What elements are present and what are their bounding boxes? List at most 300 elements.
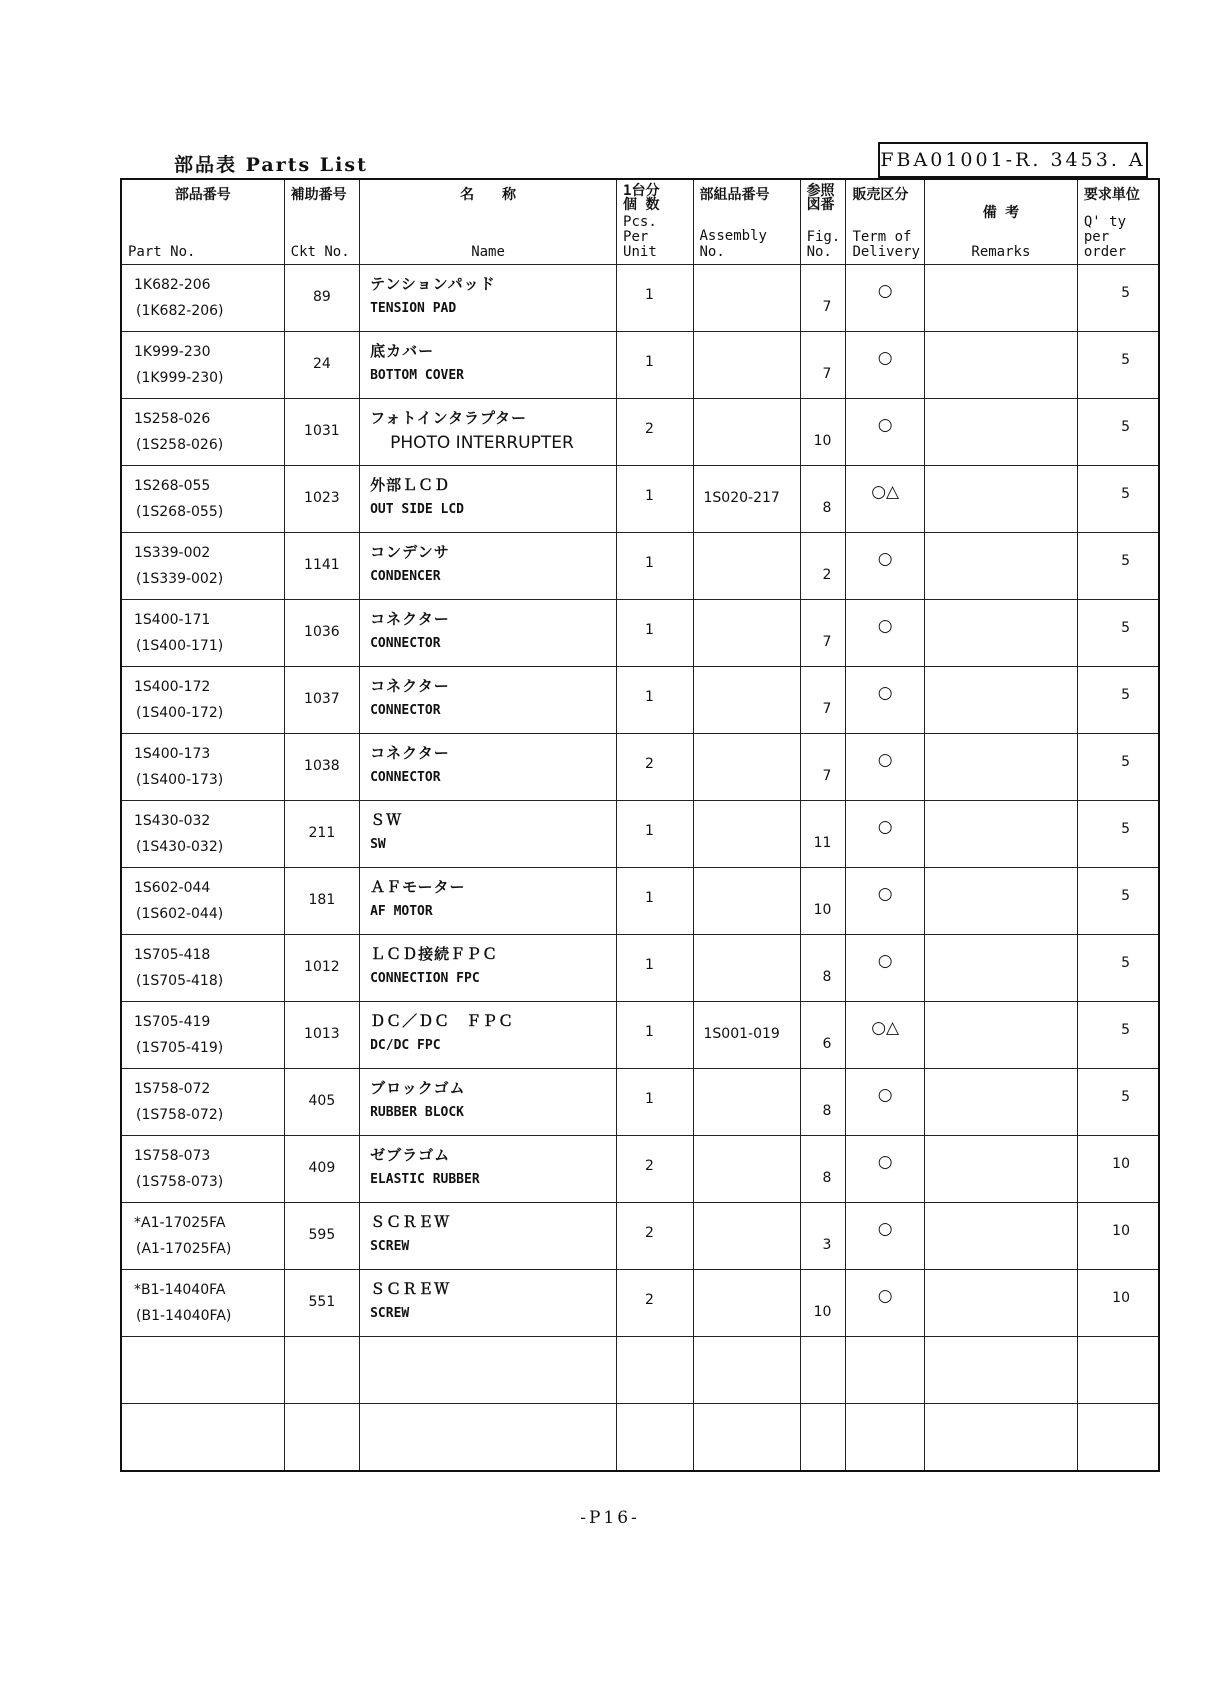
fig-number: 8	[822, 1103, 832, 1119]
empty-row	[121, 1404, 1159, 1472]
name-jp: ＤＣ／ＤＣ ＦＰＣ	[370, 1012, 515, 1030]
qty-cell	[1077, 466, 1159, 533]
fig-cell	[800, 533, 846, 600]
remarks-cell	[924, 466, 1077, 533]
name-cell	[360, 868, 617, 935]
delivery-cell	[846, 1270, 925, 1337]
ckt-no-cell	[284, 600, 359, 667]
remarks-cell	[924, 801, 1077, 868]
name-jp: ＡＦモーター	[370, 878, 466, 896]
assembly-cell	[693, 801, 800, 868]
part-number-alt: (1S705-418)	[136, 973, 224, 989]
fig-cell	[800, 734, 846, 801]
qty-per-order: 5	[1121, 1089, 1130, 1105]
delivery-cell	[846, 1069, 925, 1136]
ckt-number: 1037	[304, 691, 340, 707]
delivery-cell	[846, 667, 925, 734]
pcs-cell	[617, 734, 693, 801]
ckt-no-cell	[284, 265, 359, 332]
ckt-number: 1038	[304, 758, 340, 774]
col-label-en: Assembly No.	[699, 228, 767, 260]
empty-cell	[121, 1404, 284, 1472]
qty-cell	[1077, 667, 1159, 734]
parts-table-body	[121, 265, 1159, 1472]
col-assembly-no	[693, 179, 800, 265]
part-number-alt: (1S400-172)	[136, 705, 224, 721]
name-en: OUT SIDE LCD	[370, 502, 465, 517]
pcs-per-unit: 1	[645, 488, 654, 504]
qty-cell	[1077, 868, 1159, 935]
fig-cell	[800, 332, 846, 399]
header-row	[121, 179, 1159, 265]
name-jp: フォトインタラプター	[370, 409, 527, 427]
pcs-per-unit: 1	[645, 1024, 654, 1040]
delivery-cell	[846, 265, 925, 332]
name-en: TENSION PAD	[370, 301, 457, 316]
part-no-cell	[121, 1002, 284, 1069]
empty-cell	[924, 1337, 1077, 1404]
name-en: CONNECTOR	[370, 770, 441, 785]
delivery-mark: ○	[877, 750, 893, 770]
name-cell	[360, 801, 617, 868]
part-number-alt: (1S400-171)	[136, 638, 224, 654]
part-number: 1S705-419	[134, 1014, 211, 1030]
col-label-en: Part No.	[128, 244, 196, 260]
delivery-mark: ○	[877, 549, 893, 569]
fig-cell	[800, 801, 846, 868]
table-row	[121, 466, 1159, 533]
qty-cell	[1077, 935, 1159, 1002]
delivery-mark: ○	[877, 1219, 893, 1239]
pcs-per-unit: 1	[645, 622, 654, 638]
fig-cell	[800, 1270, 846, 1337]
ckt-no-cell	[284, 332, 359, 399]
part-number: 1S705-418	[134, 947, 211, 963]
fig-number: 7	[822, 299, 832, 315]
name-en: CONDENCER	[370, 569, 441, 584]
pcs-cell	[617, 667, 693, 734]
ckt-no-cell	[284, 533, 359, 600]
remarks-cell	[924, 734, 1077, 801]
qty-per-order: 10	[1112, 1290, 1130, 1306]
table-row	[121, 1270, 1159, 1337]
delivery-mark: ○△	[871, 482, 900, 502]
assembly-cell	[693, 265, 800, 332]
fig-number: 11	[813, 835, 832, 851]
part-no-cell	[121, 533, 284, 600]
fig-cell	[800, 868, 846, 935]
remarks-cell	[924, 265, 1077, 332]
ckt-number: 1036	[304, 624, 340, 640]
empty-cell	[846, 1404, 925, 1472]
ckt-number: 595	[308, 1227, 336, 1243]
pcs-per-unit: 1	[645, 689, 654, 705]
document-number: FBA01001-R. 3453. A	[878, 142, 1148, 178]
col-name	[360, 179, 617, 265]
name-cell	[360, 1270, 617, 1337]
ckt-no-cell	[284, 1002, 359, 1069]
name-en: BOTTOM COVER	[370, 368, 465, 383]
part-number-alt: (1S258-026)	[136, 437, 224, 453]
col-label-jp: 参照 図番	[806, 183, 835, 213]
delivery-mark: ○	[877, 884, 893, 904]
fig-cell	[800, 1136, 846, 1203]
assembly-cell	[693, 868, 800, 935]
pcs-per-unit: 1	[645, 890, 654, 906]
pcs-per-unit: 2	[645, 421, 654, 437]
remarks-cell	[924, 1002, 1077, 1069]
name-jp: コンデンサ	[370, 543, 450, 561]
part-no-cell	[121, 1203, 284, 1270]
pcs-per-unit: 1	[645, 957, 654, 973]
qty-cell	[1077, 1203, 1159, 1270]
col-label-en: Term of Delivery	[852, 229, 920, 260]
fig-number: 7	[822, 634, 832, 650]
qty-per-order: 5	[1121, 955, 1130, 971]
qty-per-order: 5	[1121, 687, 1130, 703]
qty-per-order: 5	[1121, 1022, 1130, 1038]
ckt-number: 1141	[304, 557, 340, 573]
fig-number: 10	[813, 1304, 832, 1320]
ckt-no-cell	[284, 1270, 359, 1337]
delivery-mark: ○△	[871, 1018, 900, 1038]
table-row	[121, 935, 1159, 1002]
name-jp: ＳＣＲＥＷ	[370, 1280, 451, 1298]
part-number-alt: (1S758-073)	[136, 1174, 224, 1190]
fig-number: 8	[822, 1170, 832, 1186]
table-row	[121, 801, 1159, 868]
name-jp: ＬＣＤ接続ＦＰＣ	[370, 945, 499, 963]
part-number: *A1-17025FA	[134, 1215, 226, 1231]
part-no-cell	[121, 801, 284, 868]
col-ckt-no	[284, 179, 359, 265]
col-label-en: Fig. No.	[806, 229, 841, 260]
empty-cell	[924, 1404, 1077, 1472]
pcs-per-unit: 1	[645, 287, 654, 303]
pcs-cell	[617, 265, 693, 332]
delivery-mark: ○	[877, 1085, 893, 1105]
ckt-number: 1031	[304, 423, 340, 439]
ckt-number: 24	[312, 356, 331, 372]
ckt-number: 211	[308, 825, 336, 841]
col-term-of-delivery	[846, 179, 925, 265]
col-remarks	[924, 179, 1077, 265]
name-jp: ゼブラゴム	[370, 1146, 451, 1164]
fig-number: 6	[822, 1036, 832, 1052]
qty-cell	[1077, 1136, 1159, 1203]
qty-per-order: 5	[1121, 419, 1130, 435]
part-no-cell	[121, 734, 284, 801]
pcs-cell	[617, 1002, 693, 1069]
delivery-cell	[846, 1002, 925, 1069]
col-qty-per-order	[1077, 179, 1159, 265]
pcs-cell	[617, 533, 693, 600]
delivery-cell	[846, 868, 925, 935]
part-number-alt: (1S758-072)	[136, 1107, 224, 1123]
empty-cell	[846, 1337, 925, 1404]
col-label-en: Remarks	[971, 244, 1031, 260]
empty-cell	[693, 1337, 800, 1404]
remarks-cell	[924, 399, 1077, 466]
part-no-cell	[121, 399, 284, 466]
table-row	[121, 667, 1159, 734]
ckt-no-cell	[284, 1203, 359, 1270]
delivery-cell	[846, 332, 925, 399]
assembly-cell	[693, 332, 800, 399]
fig-number: 7	[822, 701, 832, 717]
qty-per-order: 5	[1121, 821, 1130, 837]
qty-cell	[1077, 332, 1159, 399]
name-cell	[360, 265, 617, 332]
remarks-cell	[924, 667, 1077, 734]
col-label-jp: 名 称	[460, 187, 517, 203]
name-cell	[360, 332, 617, 399]
pcs-cell	[617, 801, 693, 868]
part-number: 1S258-026	[134, 411, 211, 427]
part-no-cell	[121, 466, 284, 533]
empty-cell	[617, 1404, 693, 1472]
assembly-number: 1S020-217	[703, 490, 780, 506]
fig-number: 7	[822, 366, 832, 382]
name-en: CONNECTION FPC	[370, 971, 480, 986]
col-label-jp: 部品番号	[174, 187, 231, 203]
col-label-jp: 補助番号	[290, 187, 347, 203]
empty-cell	[360, 1337, 617, 1404]
ckt-number: 1012	[304, 959, 340, 975]
fig-number: 8	[822, 969, 832, 985]
col-label-jp: 部組品番号	[699, 187, 770, 203]
assembly-cell	[693, 1203, 800, 1270]
ckt-no-cell	[284, 734, 359, 801]
remarks-cell	[924, 935, 1077, 1002]
name-en: RUBBER BLOCK	[370, 1105, 465, 1120]
empty-row	[121, 1337, 1159, 1404]
name-en: PHOTO INTERRUPTER	[390, 433, 574, 453]
qty-cell	[1077, 265, 1159, 332]
qty-cell	[1077, 734, 1159, 801]
name-en: ELASTIC RUBBER	[370, 1172, 480, 1187]
name-cell	[360, 935, 617, 1002]
fig-number: 7	[822, 768, 832, 784]
name-cell	[360, 1136, 617, 1203]
part-number-alt: (1S268-055)	[136, 504, 224, 520]
assembly-cell	[693, 1069, 800, 1136]
col-part-no	[121, 179, 284, 265]
pcs-per-unit: 1	[645, 1091, 654, 1107]
delivery-mark: ○	[877, 1152, 893, 1172]
pcs-cell	[617, 935, 693, 1002]
part-number: 1S430-032	[134, 813, 211, 829]
qty-cell	[1077, 600, 1159, 667]
part-no-cell	[121, 1069, 284, 1136]
pcs-cell	[617, 466, 693, 533]
assembly-cell	[693, 667, 800, 734]
fig-number: 10	[813, 433, 832, 449]
name-en: SCREW	[370, 1306, 410, 1321]
fig-cell	[800, 667, 846, 734]
part-no-cell	[121, 332, 284, 399]
pcs-per-unit: 1	[645, 354, 654, 370]
table-row	[121, 1136, 1159, 1203]
page-number: -P16-	[580, 1508, 640, 1528]
table-row	[121, 1002, 1159, 1069]
assembly-cell	[693, 1270, 800, 1337]
ckt-number: 551	[308, 1294, 336, 1310]
name-jp: コネクター	[370, 677, 450, 695]
part-number-alt: (1K999-230)	[136, 370, 224, 386]
table-row	[121, 600, 1159, 667]
ckt-no-cell	[284, 1069, 359, 1136]
part-number-alt: (1K682-206)	[136, 303, 224, 319]
name-en: CONNECTOR	[370, 703, 441, 718]
ckt-no-cell	[284, 466, 359, 533]
qty-per-order: 5	[1121, 620, 1130, 636]
part-number-alt: (1S339-002)	[136, 571, 224, 587]
assembly-number: 1S001-019	[703, 1026, 780, 1042]
name-jp: ＳＣＲＥＷ	[370, 1213, 451, 1231]
table-row	[121, 265, 1159, 332]
delivery-cell	[846, 1136, 925, 1203]
qty-per-order: 5	[1121, 754, 1130, 770]
part-no-cell	[121, 935, 284, 1002]
col-label-en: Q' ty per order	[1083, 214, 1127, 260]
delivery-cell	[846, 600, 925, 667]
ckt-number: 409	[308, 1160, 336, 1176]
part-number: 1S400-173	[134, 746, 211, 762]
name-cell	[360, 1069, 617, 1136]
assembly-cell	[693, 734, 800, 801]
empty-cell	[1077, 1337, 1159, 1404]
ckt-number: 89	[312, 289, 331, 305]
name-cell	[360, 1203, 617, 1270]
assembly-cell	[693, 466, 800, 533]
fig-cell	[800, 935, 846, 1002]
delivery-mark: ○	[877, 1286, 893, 1306]
delivery-cell	[846, 399, 925, 466]
remarks-cell	[924, 533, 1077, 600]
part-number-alt: (1S430-032)	[136, 839, 224, 855]
ckt-number: 405	[308, 1093, 336, 1109]
part-number-alt: (1S400-173)	[136, 772, 224, 788]
name-en: SCREW	[370, 1239, 410, 1254]
pcs-per-unit: 1	[645, 823, 654, 839]
ckt-no-cell	[284, 1136, 359, 1203]
delivery-cell	[846, 466, 925, 533]
col-label-en: Pcs. Per Unit	[623, 214, 657, 260]
part-no-cell	[121, 265, 284, 332]
table-row	[121, 734, 1159, 801]
fig-cell	[800, 1203, 846, 1270]
fig-number: 2	[822, 567, 832, 583]
name-jp: ブロックゴム	[370, 1079, 466, 1097]
delivery-mark: ○	[877, 817, 893, 837]
name-jp: ＳＷ	[370, 811, 403, 829]
assembly-cell	[693, 600, 800, 667]
empty-cell	[360, 1404, 617, 1472]
assembly-cell	[693, 533, 800, 600]
pcs-cell	[617, 868, 693, 935]
part-no-cell	[121, 1136, 284, 1203]
ckt-no-cell	[284, 801, 359, 868]
fig-cell	[800, 1002, 846, 1069]
part-number: 1S339-002	[134, 545, 211, 561]
part-number-alt: (1S602-044)	[136, 906, 224, 922]
part-number-alt: (B1-14040FA)	[136, 1308, 232, 1324]
fig-cell	[800, 466, 846, 533]
part-no-cell	[121, 667, 284, 734]
assembly-cell	[693, 1002, 800, 1069]
part-no-cell	[121, 868, 284, 935]
fig-number: 10	[813, 902, 832, 918]
empty-cell	[800, 1404, 846, 1472]
col-label-jp: 備 考	[982, 205, 1020, 221]
name-en: AF MOTOR	[370, 904, 433, 919]
delivery-cell	[846, 935, 925, 1002]
fig-number: 3	[822, 1237, 832, 1253]
delivery-mark: ○	[877, 281, 893, 301]
fig-cell	[800, 265, 846, 332]
part-number: 1S758-072	[134, 1081, 211, 1097]
empty-cell	[121, 1337, 284, 1404]
table-row	[121, 399, 1159, 466]
table-row	[121, 868, 1159, 935]
delivery-mark: ○	[877, 415, 893, 435]
delivery-cell	[846, 801, 925, 868]
qty-per-order: 5	[1121, 553, 1130, 569]
remarks-cell	[924, 1136, 1077, 1203]
fig-number: 8	[822, 500, 832, 516]
name-jp: コネクター	[370, 610, 450, 628]
part-number: 1S400-171	[134, 612, 211, 628]
qty-cell	[1077, 1270, 1159, 1337]
qty-per-order: 5	[1121, 888, 1130, 904]
ckt-number: 1013	[304, 1026, 340, 1042]
assembly-cell	[693, 935, 800, 1002]
fig-cell	[800, 1069, 846, 1136]
ckt-no-cell	[284, 399, 359, 466]
part-number: 1K999-230	[134, 344, 211, 360]
qty-per-order: 10	[1112, 1156, 1130, 1172]
pcs-cell	[617, 1136, 693, 1203]
name-jp: 底カバー	[370, 342, 435, 360]
fig-cell	[800, 399, 846, 466]
name-cell	[360, 533, 617, 600]
pcs-per-unit: 2	[645, 756, 654, 772]
empty-cell	[284, 1404, 359, 1472]
ckt-no-cell	[284, 868, 359, 935]
part-number: 1S268-055	[134, 478, 211, 494]
fig-cell	[800, 600, 846, 667]
pcs-per-unit: 2	[645, 1158, 654, 1174]
name-jp: 外部ＬＣＤ	[370, 476, 451, 494]
qty-per-order: 10	[1112, 1223, 1130, 1239]
remarks-cell	[924, 600, 1077, 667]
remarks-cell	[924, 1270, 1077, 1337]
qty-per-order: 5	[1121, 352, 1130, 368]
delivery-cell	[846, 734, 925, 801]
assembly-cell	[693, 1136, 800, 1203]
name-cell	[360, 734, 617, 801]
pcs-per-unit: 2	[645, 1225, 654, 1241]
part-number: 1S400-172	[134, 679, 211, 695]
pcs-cell	[617, 1069, 693, 1136]
delivery-cell	[846, 533, 925, 600]
name-jp: コネクター	[370, 744, 450, 762]
name-cell	[360, 399, 617, 466]
qty-per-order: 5	[1121, 486, 1130, 502]
name-en: CONNECTOR	[370, 636, 441, 651]
remarks-cell	[924, 1069, 1077, 1136]
